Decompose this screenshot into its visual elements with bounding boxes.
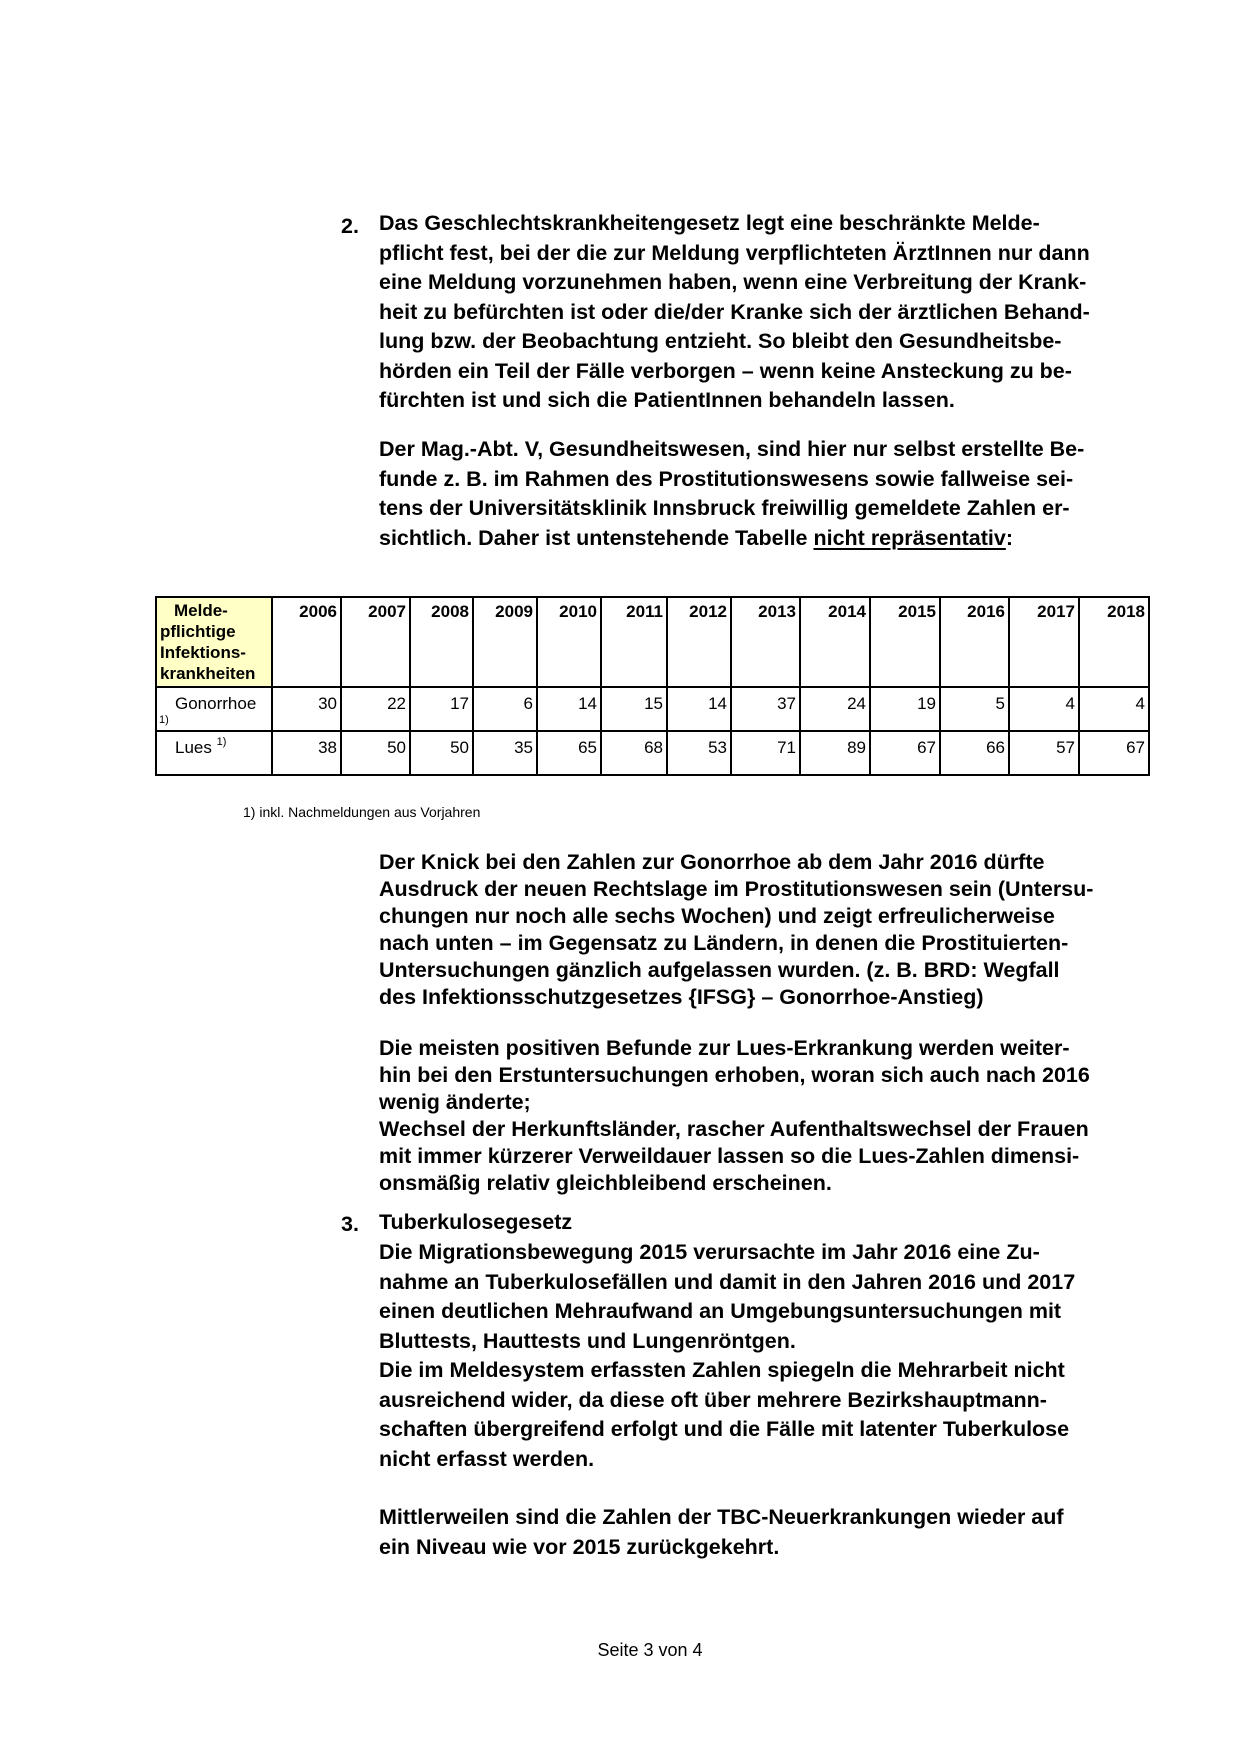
table-header-row xyxy=(156,597,1149,687)
header-label-line: krankheiten xyxy=(160,664,256,683)
text-line: lung bzw. der Beobachtung entzieht. So bleibt den Gesundheitsbe- xyxy=(379,329,1062,353)
text-line: Die Migrationsbewegung 2015 verursachte im Jahr 2016 eine Zu- xyxy=(379,1240,1040,1264)
table-cell: 50 xyxy=(410,731,473,775)
table-footnote: 1) inkl. Nachmeldungen aus Vorjahren xyxy=(243,804,481,820)
table-cell: 22 xyxy=(341,687,410,731)
text-line: Untersuchungen gänzlich aufgelassen wurden. (z. B. BRD: Wegfall xyxy=(379,958,1060,982)
table-row-gonorrhoe xyxy=(156,687,1149,731)
text-line: Ausdruck der neuen Rechtslage im Prostitutionswesen sein (Untersu- xyxy=(379,877,1094,901)
header-label-line: Infektions- xyxy=(160,643,246,662)
year-header: 2008 xyxy=(410,597,473,687)
text-segment: : xyxy=(1005,525,1014,550)
text-line: einen deutlichen Mehraufwand an Umgebungsuntersuchungen mit xyxy=(379,1299,1062,1323)
year-header: 2010 xyxy=(537,597,601,687)
text-line: funde z. B. im Rahmen des Prostitutionswesens sowie fallweise sei- xyxy=(379,466,1074,491)
table-cell: 14 xyxy=(667,687,731,731)
table-cell: 57 xyxy=(1009,731,1079,775)
section2-paragraph1 xyxy=(379,209,1159,416)
table-cell: 30 xyxy=(272,687,341,731)
text-line: nahme an Tuberkulosefällen und damit in den Jahren 2016 und 2017 xyxy=(379,1269,1076,1294)
header-label-line: Melde- xyxy=(174,601,228,620)
table-cell: 17 xyxy=(410,687,473,731)
text-line: wenig änderte; xyxy=(379,1090,531,1114)
text-line: eine Meldung vorzunehmen haben, wenn eine Verbreitung der Krank- xyxy=(379,270,1087,294)
table-cell: 89 xyxy=(800,731,870,775)
year-header: 2012 xyxy=(667,597,731,687)
text-line: tens der Universitätsklinik Innsbruck freiwillig gemeldete Zahlen er- xyxy=(379,496,1070,520)
text-line: onsmäßig relativ gleichbleibend erscheinen. xyxy=(379,1171,832,1195)
text-line: fürchten ist und sich die PatientInnen behandeln lassen. xyxy=(379,388,955,412)
text-line: hörden ein Teil der Fälle verborgen – wenn keine Ansteckung zu be- xyxy=(379,358,1072,383)
text-line: mit immer kürzerer Verweildauer lassen so die Lues-Zahlen dimensi- xyxy=(379,1144,1080,1168)
table-cell: 68 xyxy=(601,731,667,775)
year-header: 2016 xyxy=(940,597,1009,687)
underlined-emphasis: nicht repräsentativ xyxy=(813,525,1006,550)
table-cell: 5 xyxy=(940,687,1009,731)
text-line: hin bei den Erstuntersuchungen erhoben, woran sich auch nach 2016 xyxy=(379,1063,1090,1087)
text-line: des Infektionsschutzgesetzes {IFSG} – Gonorrhoe-Anstieg) xyxy=(379,985,984,1009)
text-line: Das Geschlechtskrankheitengesetz legt eine beschränkte Melde- xyxy=(379,211,1040,235)
text-line: chungen nur noch alle sechs Wochen) und zeigt erfreulicherweise xyxy=(379,904,1055,928)
table-cell: 37 xyxy=(731,687,800,731)
text-line: Die meisten positiven Befunde zur Lues-Erkrankung werden weiter- xyxy=(379,1036,1070,1060)
page-number: Seite 3 von 4 xyxy=(597,1640,703,1660)
text-line: Die im Meldesystem erfassten Zahlen spiegeln die Mehrarbeit nicht xyxy=(379,1358,1065,1382)
table-cell: 14 xyxy=(537,687,601,731)
text-line: Der Knick bei den Zahlen zur Gonorrhoe ab dem Jahr 2016 dürfte xyxy=(379,850,1045,874)
year-header: 2014 xyxy=(800,597,870,687)
section2-paragraph2 xyxy=(379,435,1159,553)
row-label-text: Lues xyxy=(175,738,212,757)
text-line: heit zu befürchten ist oder die/der Kranke sich der ärztlichen Behand- xyxy=(379,299,1090,324)
text-segment: sichtlich. Daher ist untenstehende Tabelle xyxy=(379,525,814,550)
section3-title: Tuberkulosegesetz xyxy=(379,1210,573,1234)
table-cell: 4 xyxy=(1009,687,1079,731)
list-number-3: 3. xyxy=(341,1212,359,1236)
table-cell: 67 xyxy=(870,731,940,775)
year-header: 2007 xyxy=(341,597,410,687)
table-cell: 15 xyxy=(601,687,667,731)
year-header: 2017 xyxy=(1009,597,1079,687)
row-label-text: Gonorrhoe xyxy=(175,694,257,713)
row-label xyxy=(156,731,272,775)
gonorrhoe-commentary xyxy=(379,849,1159,1011)
table-cell: 19 xyxy=(870,687,940,731)
section3-body xyxy=(379,1238,1159,1474)
year-header: 2013 xyxy=(731,597,800,687)
table-cell: 6 xyxy=(473,687,537,731)
section3-closing xyxy=(379,1503,1159,1562)
year-header: 2006 xyxy=(272,597,341,687)
header-label-line: pflichtige xyxy=(160,622,236,641)
table-cell: 38 xyxy=(272,731,341,775)
year-header: 2009 xyxy=(473,597,537,687)
text-line: Bluttests, Hauttests und Lungenröntgen. xyxy=(379,1328,796,1353)
table-cell: 4 xyxy=(1079,687,1149,731)
list-number-2: 2. xyxy=(341,214,359,238)
row-label xyxy=(156,687,272,731)
text-line: Wechsel der Herkunftsländer, rascher Aufenthaltswechsel der Frauen xyxy=(379,1117,1089,1141)
table-cell: 24 xyxy=(800,687,870,731)
text-line xyxy=(379,524,1159,554)
year-header: 2018 xyxy=(1079,597,1149,687)
table-cell: 65 xyxy=(537,731,601,775)
text-line: ausreichend wider, da diese oft über mehrere Bezirkshauptmann- xyxy=(379,1387,1047,1412)
table-header-label xyxy=(156,597,272,687)
table-cell: 35 xyxy=(473,731,537,775)
text-line: nicht erfasst werden. xyxy=(379,1446,595,1471)
text-line: Der Mag.-Abt. V, Gesundheitswesen, sind hier nur selbst erstellte Be- xyxy=(379,437,1085,461)
footnote-mark: 1) xyxy=(216,736,227,748)
text-line: Mittlerweilen sind die Zahlen der TBC-Neuerkrankungen wieder auf xyxy=(379,1505,1064,1529)
footnote-mark: 1) xyxy=(159,714,169,726)
table-cell: 50 xyxy=(341,731,410,775)
year-header: 2011 xyxy=(601,597,667,687)
text-line: nach unten – im Gegensatz zu Ländern, in denen die Prostituierten- xyxy=(379,931,1069,955)
lues-commentary xyxy=(379,1035,1159,1197)
table-cell: 67 xyxy=(1079,731,1149,775)
text-line: pflicht fest, bei der die zur Meldung verpflichteten ÄrztInnen nur dann xyxy=(379,240,1090,265)
table-row-lues xyxy=(156,731,1149,775)
table-cell: 53 xyxy=(667,731,731,775)
text-line: ein Niveau wie vor 2015 zurückgekehrt. xyxy=(379,1534,780,1559)
table-cell: 66 xyxy=(940,731,1009,775)
year-header: 2015 xyxy=(870,597,940,687)
text-line: schaften übergreifend erfolgt und die Fälle mit latenter Tuberkulose xyxy=(379,1417,1070,1441)
table-cell: 71 xyxy=(731,731,800,775)
notifiable-diseases-table xyxy=(155,596,1150,776)
